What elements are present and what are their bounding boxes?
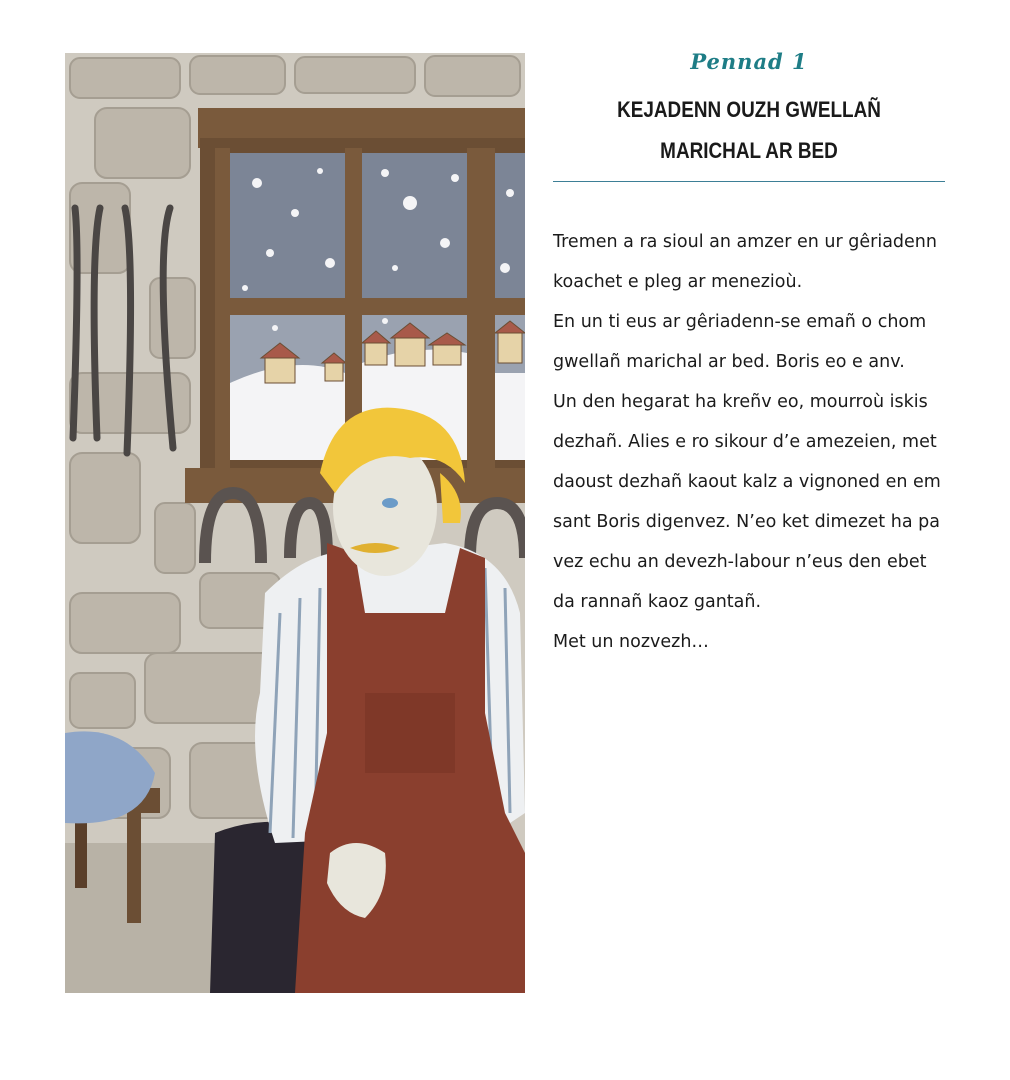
title-divider	[553, 181, 945, 182]
body-line: daoust dezhañ kaout kalz a vignoned en em	[553, 472, 941, 492]
body-line: da rannañ kaoz gantañ.	[553, 592, 762, 612]
body-line: koachet e pleg ar menezioù.	[553, 272, 803, 292]
body-line: vez echu an devezh-labour n’eus den ebet	[553, 552, 927, 572]
body-line: gwellañ marichal ar bed. Boris eo e anv.	[553, 352, 905, 372]
story-body	[553, 222, 945, 662]
body-line: dezhañ. Alies e ro sikour d’e amezeien, met	[553, 432, 937, 452]
body-line: Un den hegarat ha kreñv eo, mourroù iskis	[553, 392, 928, 412]
text-column	[553, 45, 945, 662]
body-line: En un ti eus ar gêriadenn-se emañ o chom	[553, 312, 927, 332]
body-line: sant Boris digenvez. N’eo ket dimezet ha pa	[553, 512, 940, 532]
body-line: Tremen a ra sioul an amzer en ur gêriadenn	[553, 232, 937, 252]
chapter-title	[580, 89, 917, 171]
chapter-title-line-2: MARICHAL AR BED	[660, 138, 838, 163]
chapter-label: Pennad 1	[690, 49, 808, 74]
illustration-svg	[65, 53, 525, 993]
body-line: Met un nozvezh…	[553, 632, 709, 652]
chapter-title-line-1: KEJADENN OUZH GWELLAÑ	[617, 97, 881, 122]
blacksmith-illustration	[65, 53, 525, 993]
